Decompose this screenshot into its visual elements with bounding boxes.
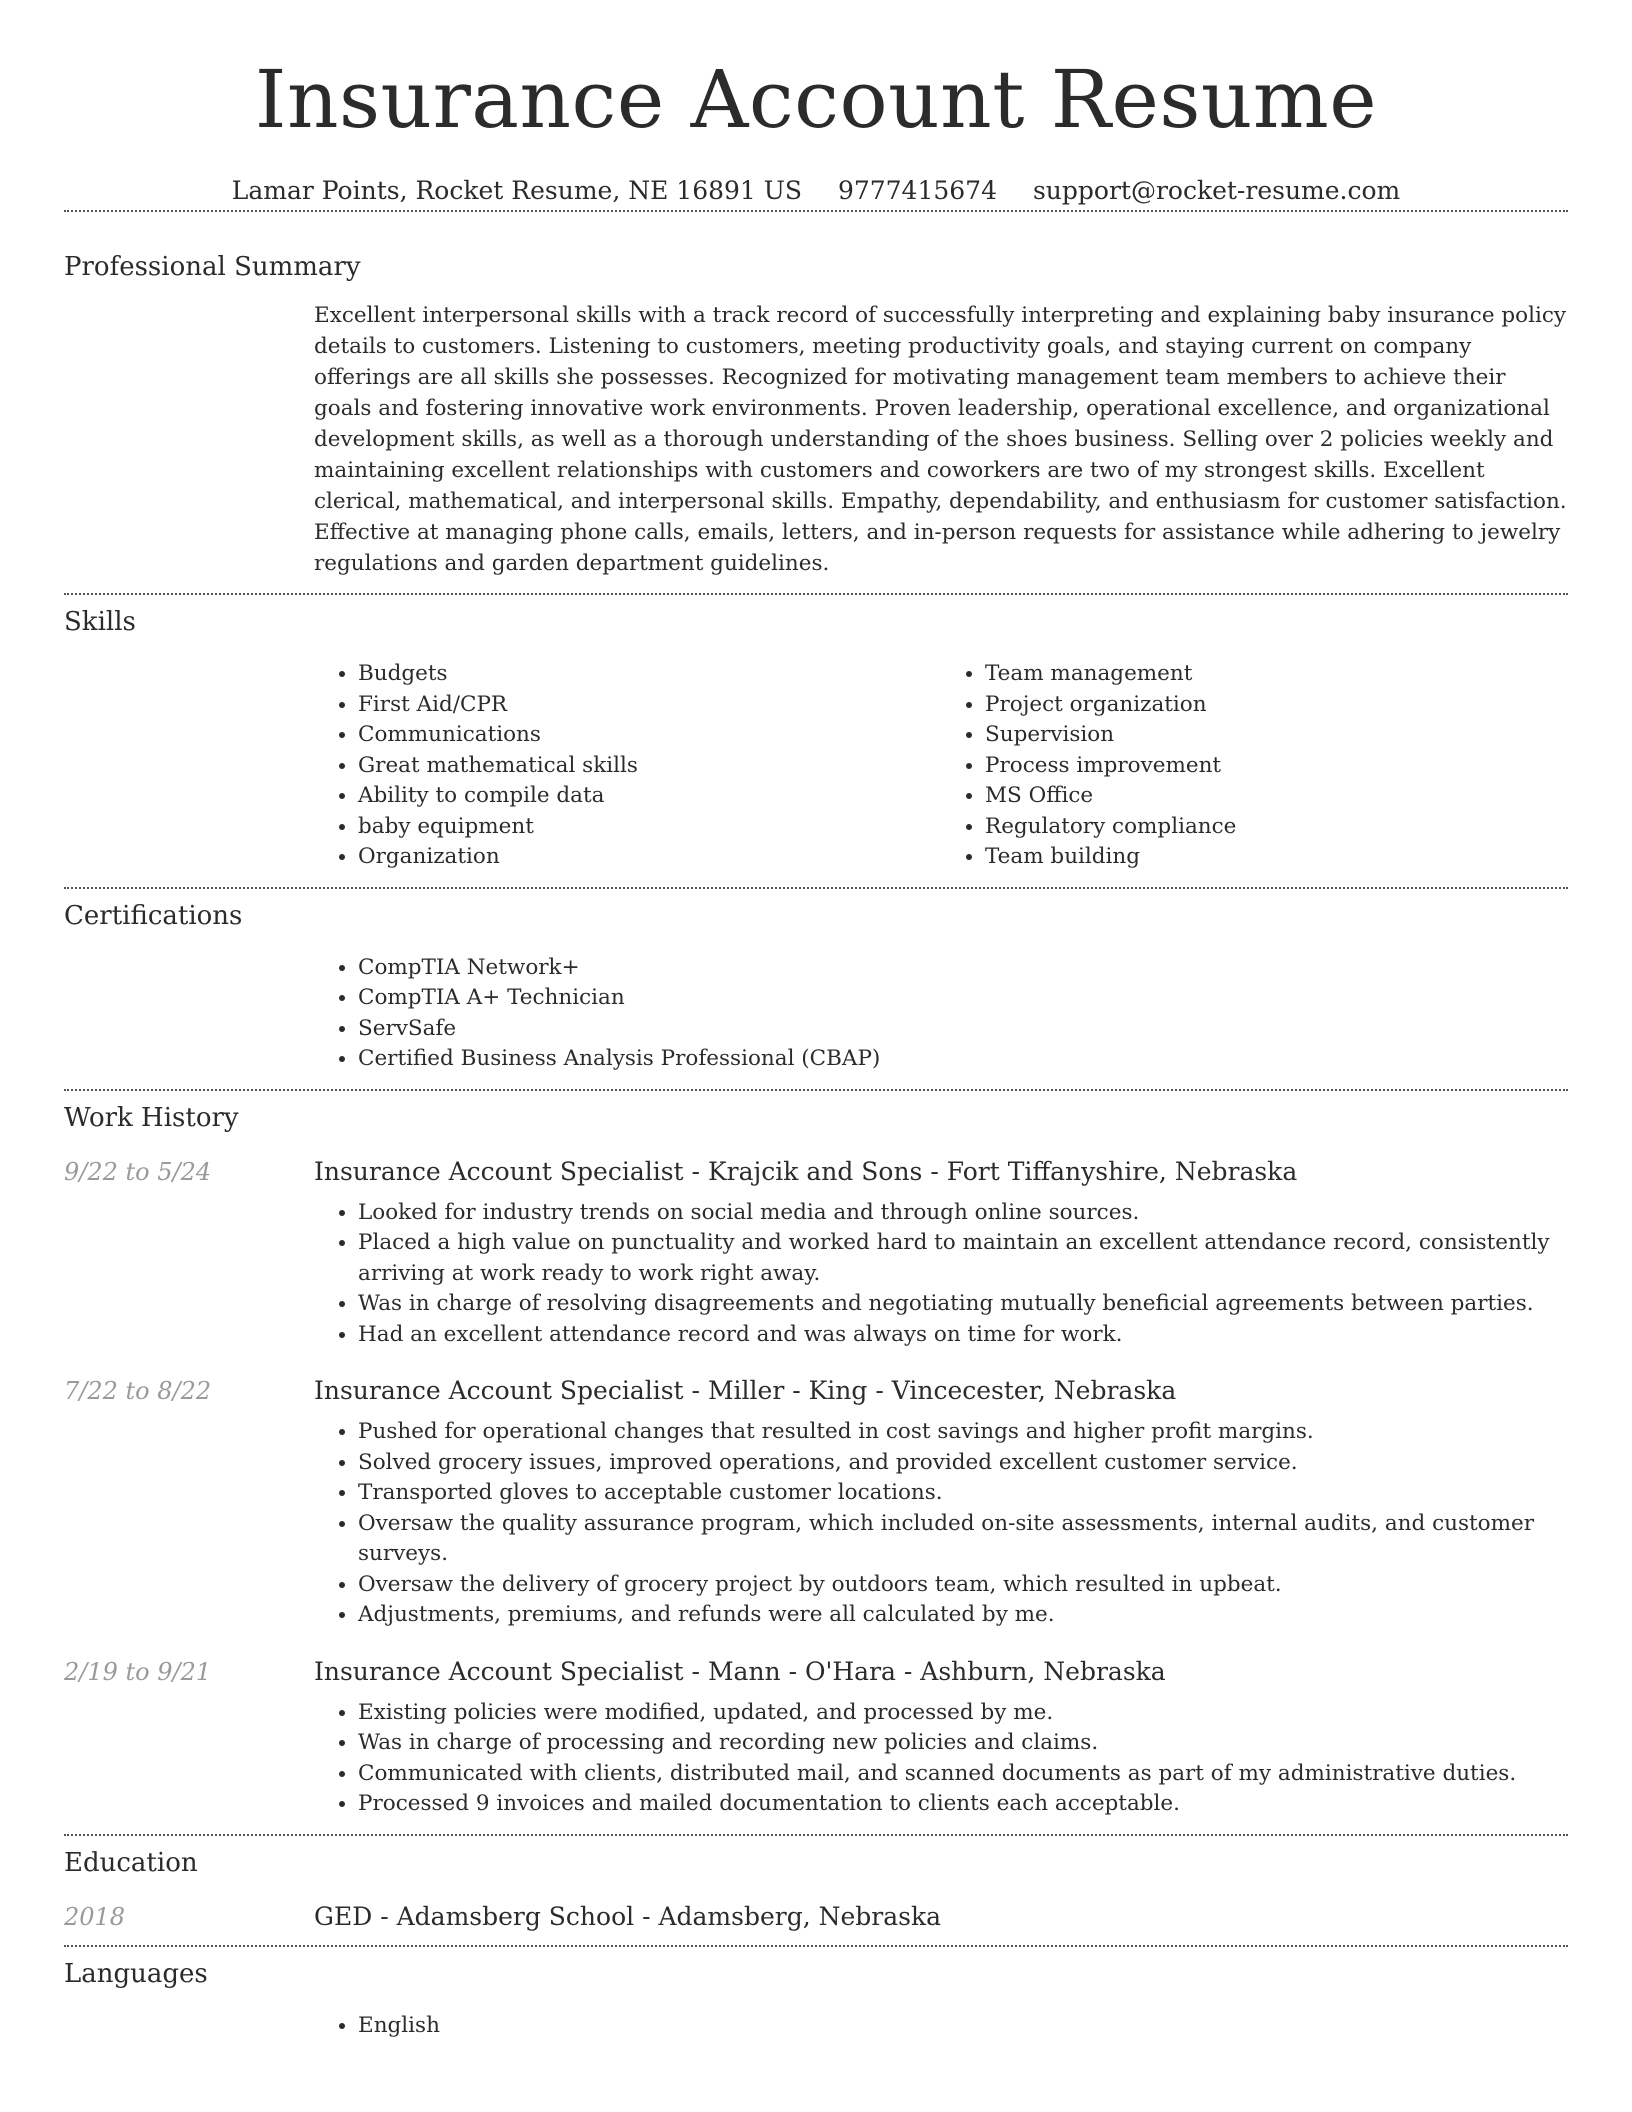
job-bullet: • Processed 9 invoices and mailed documentation to clients each acceptable. <box>358 1789 1568 1820</box>
education-date: 2018 <box>64 1902 126 1931</box>
skill-item: • MS Office <box>985 781 1568 812</box>
education-entry <box>64 1902 1568 1931</box>
skills-list-left <box>314 659 941 873</box>
skill-item: • Supervision <box>985 720 1568 751</box>
job-bullet: • Oversaw the quality assurance program, which included on-site assessments, internal audits, and customer surveys. <box>358 1509 1568 1570</box>
job-title: Insurance Account Specialist - Miller - King - Vincecester, Nebraska <box>314 1376 1177 1405</box>
job-date: 9/22 to 5/24 <box>64 1157 212 1186</box>
certification-item: • CompTIA Network+ <box>358 953 1568 984</box>
job-bullet: • Communicated with clients, distributed mail, and scanned documents as part of my administrative duties. <box>358 1759 1568 1790</box>
skill-item: • First Aid/CPR <box>358 690 941 721</box>
skill-item: • Project organization <box>985 690 1568 721</box>
education-heading: Education <box>64 1847 198 1878</box>
skill-item: • Communications <box>358 720 941 751</box>
skill-item: • Team building <box>985 842 1568 873</box>
job-entry <box>64 1376 1568 1631</box>
job-bullet: • Was in charge of processing and recording new policies and claims. <box>358 1728 1568 1759</box>
job-bullet: • Placed a high value on punctuality and worked hard to maintain an excellent attendance record, consistently arriving at work ready to work right away. <box>358 1228 1568 1289</box>
job-bullet-list <box>314 1698 1568 1820</box>
job-header <box>64 1376 1568 1405</box>
job-entry <box>64 1157 1568 1351</box>
job-bullets <box>314 1417 1568 1631</box>
language-item: • English <box>358 2011 1568 2042</box>
certification-item: • CompTIA A+ Technician <box>358 983 1568 1014</box>
job-bullet: • Looked for industry trends on social media and through online sources. <box>358 1198 1568 1229</box>
languages-content <box>314 2011 1568 2042</box>
education-title: GED - Adamsberg School - Adamsberg, Nebraska <box>314 1901 942 1931</box>
summary-section <box>64 212 1568 593</box>
job-bullet: • Was in charge of resolving disagreements and negotiating mutually beneficial agreements between parties. <box>358 1289 1568 1320</box>
resume-title: Insurance Account Resume <box>254 53 1378 146</box>
work-history-section <box>64 1091 1568 1834</box>
languages-list <box>314 2011 1568 2042</box>
job-bullet: • Oversaw the delivery of grocery project by outdoors team, which resulted in upbeat. <box>358 1570 1568 1601</box>
job-header <box>64 1657 1568 1686</box>
certifications-heading: Certifications <box>64 900 243 931</box>
certifications-list <box>314 953 1568 1075</box>
job-bullet: • Adjustments, premiums, and refunds were all calculated by me. <box>358 1600 1568 1631</box>
contact-address: Lamar Points, Rocket Resume, NE 16891 US <box>231 176 802 205</box>
certification-item: • ServSafe <box>358 1014 1568 1045</box>
job-bullet: • Solved grocery issues, improved operations, and provided excellent customer service. <box>358 1448 1568 1479</box>
job-bullet-list <box>314 1198 1568 1351</box>
job-bullet: • Transported gloves to acceptable customer locations. <box>358 1478 1568 1509</box>
skill-item: • Regulatory compliance <box>985 812 1568 843</box>
certification-item: • Certified Business Analysis Professional (CBAP) <box>358 1044 1568 1075</box>
contact-phone: 9777415674 <box>837 176 997 205</box>
job-bullet: • Pushed for operational changes that resulted in cost savings and higher profit margins. <box>358 1417 1568 1448</box>
education-section <box>64 1836 1568 1945</box>
certifications-content <box>314 953 1568 1089</box>
job-date: 7/22 to 8/22 <box>64 1377 212 1405</box>
languages-heading: Languages <box>64 1958 208 1989</box>
job-entry <box>64 1657 1568 1834</box>
skill-item: • Team management <box>985 659 1568 690</box>
summary-text: Excellent interpersonal skills with a track record of successfully interpreting and explaining baby insurance policy details to customers. Listening to customers, meeting productivity goals, and staying current on company offerings are all skills she possesses. Recognized for motivating management team members to achieve their goals and fostering innovative work environments. Proven leadership, operational excellence, and organizational development skills, as well as a thorough understanding of the shoes business. Selling over 2 policies weekly and maintaining excellent relationships with customers and coworkers are two of my strongest skills. Excellent clerical, mathematical, and interpersonal skills. Empathy, dependability, and enthusiasm for customer satisfaction. Effective at managing phone calls, emails, letters, and in-person requests for assistance while adhering to jewelry regulations and garden department guidelines. <box>314 303 1567 576</box>
languages-section <box>64 1947 1568 2042</box>
skills-section <box>64 595 1568 887</box>
skill-item: • Process improvement <box>985 751 1568 782</box>
skills-grid <box>314 659 1568 887</box>
skill-item: • Organization <box>358 842 941 873</box>
skill-item: • Great mathematical skills <box>358 751 941 782</box>
skills-heading: Skills <box>64 607 136 637</box>
certifications-section <box>64 889 1568 1089</box>
job-bullets <box>314 1698 1568 1820</box>
work-history-heading: Work History <box>64 1102 239 1133</box>
skills-list-right <box>941 659 1568 873</box>
job-bullets <box>314 1198 1568 1351</box>
contact-email: support@rocket-resume.com <box>1032 176 1401 205</box>
contact-line <box>64 172 1568 210</box>
job-header <box>64 1157 1568 1186</box>
job-title: Insurance Account Specialist - Mann - O'Hara - Ashburn, Nebraska <box>314 1656 1166 1686</box>
job-bullet-list <box>314 1417 1568 1631</box>
skill-item: • Ability to compile data <box>358 781 941 812</box>
skill-item: • baby equipment <box>358 812 941 843</box>
job-date: 2/19 to 9/21 <box>64 1657 212 1686</box>
job-bullet: • Had an excellent attendance record and was always on time for work. <box>358 1320 1568 1351</box>
summary-heading: Professional Summary <box>64 252 361 282</box>
job-title: Insurance Account Specialist - Krajcik and Sons - Fort Tiffanyshire, Nebraska <box>314 1156 1298 1186</box>
job-bullet: • Existing policies were modified, updated, and processed by me. <box>358 1698 1568 1729</box>
skill-item: • Budgets <box>358 659 941 690</box>
